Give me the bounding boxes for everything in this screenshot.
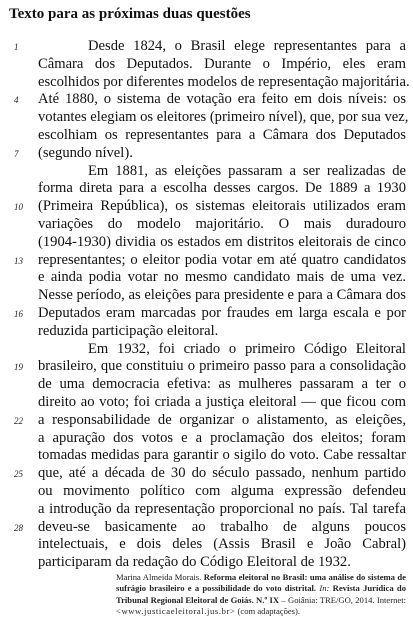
- line-number: 10: [14, 202, 23, 213]
- line-text: Desde 1824, o Brasil elege representantes para a: [88, 38, 406, 54]
- text-line: [0, 163, 413, 181]
- text-line: [0, 91, 413, 109]
- line-text: (Primeira República), os sistemas eleitorais utilizados eram: [38, 198, 406, 215]
- source-note: (com adaptações).: [237, 605, 301, 616]
- source-url[interactable]: <www.justicaeleitoral.jus.br>: [116, 605, 236, 616]
- line-text: direito ao voto; foi criada a justiça eleitoral — que ficou com: [38, 393, 406, 410]
- text-line: [0, 216, 413, 234]
- text-line: [0, 38, 413, 56]
- line-number: 1: [14, 42, 19, 52]
- text-line: [0, 323, 413, 341]
- line-number: 25: [14, 469, 23, 480]
- line-text: intelectuais, e dois deles (Assis Brasil e João Cabral): [38, 536, 406, 553]
- text-line: [0, 536, 413, 554]
- text-line: [0, 394, 413, 412]
- text-line: [0, 430, 413, 448]
- line-text: Em 1881, as eleições passaram a ser realizadas de: [88, 162, 406, 179]
- line-number: 19: [14, 362, 23, 373]
- text-line: [0, 447, 413, 465]
- text-line: [0, 56, 413, 74]
- text-line: [0, 341, 413, 359]
- line-number: 16: [14, 308, 23, 319]
- text-line: [0, 519, 413, 537]
- text-line: [0, 554, 413, 572]
- line-number: 28: [14, 522, 23, 533]
- line-text: reduzida participação eleitoral.: [38, 322, 219, 339]
- line-text: forma direta para a escolha desses cargos. De 1889 a 1930: [38, 180, 406, 197]
- text-line: [0, 180, 413, 198]
- text-line: [0, 483, 413, 501]
- line-text: participaram da redação do Código Eleitoral de 1932.: [38, 554, 351, 571]
- line-text: Nesse período, as eleições para presidente e para a Câmara dos: [38, 287, 406, 304]
- line-text: e ainda podia votar no mesmo candidato mais de uma vez.: [38, 269, 406, 286]
- text-line: [0, 234, 413, 252]
- line-text: brasileiro, que constituiu o primeiro passo para a consolidação: [38, 358, 406, 375]
- line-text: a introdução da representação proporcional no país. Tal tarefa: [38, 500, 406, 517]
- text-line: [0, 109, 413, 127]
- source-internet-label: Internet:: [376, 594, 406, 605]
- text-body: [0, 38, 413, 572]
- source-journal: Revista Jurídica do Tribunal Regional Eleitoral de Goiás. N.º IX: [116, 583, 406, 605]
- source-title: Reforma eleitoral no Brasil: uma análise do sistema de sufrágio brasileiro e a possibilidade do voto distrital.: [116, 572, 406, 594]
- text-line: [0, 412, 413, 430]
- page-title: Texto para as próximas duas questões: [9, 6, 251, 22]
- line-text: (1904-1930) dividia os estados em distritos eleitorais de cinco: [38, 233, 406, 250]
- line-text: escolhiam os representantes para a Câmara dos Deputados: [38, 126, 406, 143]
- text-line: [0, 376, 413, 394]
- line-number: 4: [14, 95, 19, 106]
- text-line: [0, 127, 413, 145]
- line-text: ou movimento político com alguma expressão defendeu: [38, 482, 406, 499]
- line-text: Deputados eram marcadas por fraudes em larga escala e por: [38, 304, 406, 321]
- text-line: [0, 269, 413, 287]
- text-line: [0, 74, 413, 92]
- line-number: 13: [14, 255, 23, 266]
- line-number: 22: [14, 415, 23, 426]
- line-text: (segundo nível).: [38, 144, 133, 161]
- text-line: [0, 305, 413, 323]
- source-in: In:: [319, 583, 330, 594]
- text-line: [0, 358, 413, 376]
- text-line: [0, 287, 413, 305]
- line-text: variações do modelo majoritário. O mais duradouro: [38, 215, 406, 232]
- line-text: Até 1880, o sistema de votação era feito em dois níveis: os: [38, 91, 406, 108]
- text-line: [0, 252, 413, 270]
- line-text: que, até a década de 30 do século passado, nenhum partido: [38, 465, 406, 482]
- source-author: Marina Almeida Morais.: [116, 572, 202, 582]
- line-text: de uma democracia efetiva: as mulheres passaram a ter o: [38, 376, 406, 393]
- text-line: [0, 145, 413, 163]
- line-number: 7: [14, 148, 19, 159]
- text-line: [0, 465, 413, 483]
- source-publisher: – Goiânia: TRE/GO, 2014.: [281, 594, 375, 605]
- line-text: a responsabilidade de organizar o alistamento, as eleições,: [38, 411, 406, 428]
- line-text: deveu-se basicamente ao trabalho de alguns poucos: [38, 518, 406, 535]
- line-text: tomadas medidas para garantir o sigilo do voto. Cabe ressaltar: [38, 447, 406, 464]
- text-line: [0, 198, 413, 216]
- text-line: [0, 501, 413, 519]
- line-text: Em 1932, foi criado o primeiro Código Eleitoral: [88, 340, 406, 357]
- line-text: votantes elegiam os eleitores (primeiro nível), que, por sua vez,: [38, 109, 409, 126]
- line-text: representantes; o eleitor podia votar em até quatro candidatos: [38, 251, 406, 268]
- line-text: Câmara dos Deputados. Durante o Império, eles eram: [38, 55, 406, 72]
- line-text: escolhidos por diferentes modelos de representação majoritária.: [38, 73, 410, 90]
- line-text: a apuração dos votos e a proclamação dos eleitos; foram: [38, 429, 406, 446]
- source-citation: [116, 572, 406, 617]
